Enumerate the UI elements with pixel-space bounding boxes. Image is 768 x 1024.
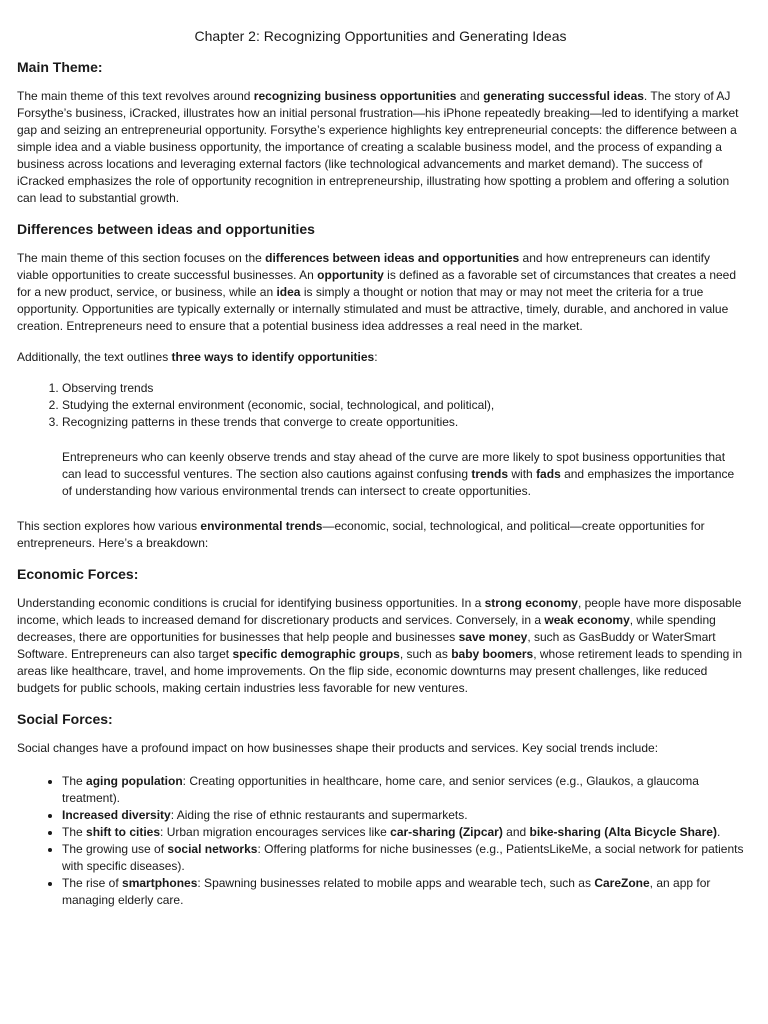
- social-forces-paragraph: Social changes have a profound impact on how businesses shape their products and services. Key social trends include:: [17, 741, 659, 755]
- bold-term: idea: [276, 285, 301, 299]
- bold-term: differences between ideas and opportunities: [265, 251, 520, 265]
- bold-term: CareZone: [594, 876, 650, 890]
- heading-ideas-opportunities: Differences between ideas and opportunities: [17, 221, 315, 237]
- three-ways-intro: Additionally, the text outlines three ways to identify opportunities:: [17, 350, 378, 364]
- list-item: • The growing use of social networks: Offering platforms for niche businesses (e.g., PatientsLikeMe, a social network for patients with specific diseases).: [62, 841, 744, 875]
- bold-term: weak economy: [544, 613, 630, 627]
- social-trends-list: [17, 773, 744, 909]
- bold-term: trends: [471, 467, 509, 481]
- bold-term: specific demographic groups: [232, 647, 400, 661]
- economic-forces-paragraph: Understanding economic conditions is crucial for identifying business opportunities. In a strong economy, people have more disposable income, which leads to increased demand for discretionary products and services. Conversely, in a weak economy, while spending decreases, there are opportunities for businesses that help people and businesses save money, such as GasBuddy or WaterSmart Software. Entrepreneurs can also target specific demographic groups, such as baby boomers, whose retirement leads to spending in areas like healthcare, travel, and home improvements. On the flip side, economic downturns may present challenges, like reduced budgets for public schools, making certain industries less favorable for new ventures.: [17, 596, 743, 695]
- heading-main-theme: Main Theme:: [17, 59, 103, 75]
- bold-term: social networks: [167, 842, 258, 856]
- list-item: 1. Observing trends: [62, 380, 744, 397]
- trends-paragraph: Entrepreneurs who can keenly observe trends and stay ahead of the curve are more likely to spot business opportunities that can lead to successful ventures. The section also cautions against confusing trends with fads and emphasizes the importance of understanding how various environmental trends can intersect to create opportunities.: [62, 450, 735, 498]
- bold-term: fads: [536, 467, 561, 481]
- list-item: 2. Studying the external environment (economic, social, technological, and political),: [62, 397, 744, 414]
- bold-term: bike-sharing (Alta Bicycle Share): [529, 825, 717, 839]
- bold-term: Increased diversity: [62, 808, 171, 822]
- bold-term: shift to cities: [86, 825, 161, 839]
- heading-economic-forces: Economic Forces:: [17, 566, 139, 582]
- ideas-opportunities-paragraph: The main theme of this section focuses on the differences between ideas and opportunities and how entrepreneurs can identify viable opportunities to create successful businesses. An opportunity is defined as a favorable set of circumstances that creates a need for a new product, service, or business, while an idea is simply a thought or notion that may or may not meet the criteria for a true opportunity. Opportunities are typically externally or internally stimulated and must be attractive, timely, durable, and anchored in value creation. Entrepreneurs need to ensure that a potential business idea addresses a real need in the market.: [17, 251, 737, 333]
- list-item: • The rise of smartphones: Spawning businesses related to mobile apps and wearable tech, such as CareZone, an app for managing elderly care.: [62, 875, 744, 909]
- bold-term: save money: [458, 630, 528, 644]
- list-item: • The shift to cities: Urban migration encourages services like car-sharing (Zipcar) and bike-sharing (Alta Bicycle Share).: [62, 824, 744, 841]
- bold-term: environmental trends: [200, 519, 323, 533]
- three-ways-list: [17, 380, 744, 431]
- bold-term: strong economy: [484, 596, 578, 610]
- main-theme-paragraph: The main theme of this text revolves around recognizing business opportunities and generating successful ideas. The story of AJ Forsythe’s business, iCracked, illustrates how an initial personal frustration—his iPhone repeatedly breaking—led to identifying a market gap and seizing an entrepreneurial opportunity. Forsythe’s experience highlights key entrepreneurial concepts: the difference between a simple idea and a viable business opportunity, the importance of creating a scalable business model, and the process of expanding a business across locations and leveraging external factors (like technological advancements and market demand). The success of iCracked emphasizes the role of opportunity recognition in entrepreneurship, illustrating how spotting a problem and offering a solution can lead to substantial growth.: [17, 89, 739, 205]
- bold-term: opportunity: [317, 268, 384, 282]
- bold-term: baby boomers: [451, 647, 534, 661]
- heading-social-forces: Social Forces:: [17, 711, 113, 727]
- bold-term: smartphones: [122, 876, 198, 890]
- bold-term: aging population: [86, 774, 183, 788]
- bold-term: three ways to identify opportunities: [171, 350, 375, 364]
- list-item: • Increased diversity: Aiding the rise of ethnic restaurants and supermarkets.: [62, 807, 744, 824]
- bold-term: generating successful ideas: [483, 89, 644, 103]
- bold-term: recognizing business opportunities: [253, 89, 457, 103]
- environmental-trends-paragraph: This section explores how various environmental trends—economic, social, technological, and political—create opportunities for entrepreneurs. Here’s a breakdown:: [17, 519, 705, 550]
- list-item: • The aging population: Creating opportunities in healthcare, home care, and senior services (e.g., Glaukos, a glaucoma treatment).: [62, 773, 744, 807]
- bold-term: car-sharing (Zipcar): [390, 825, 503, 839]
- list-item: 3. Recognizing patterns in these trends that converge to create opportunities.: [62, 414, 744, 431]
- chapter-title: Chapter 2: Recognizing Opportunities and Generating Ideas: [194, 28, 567, 44]
